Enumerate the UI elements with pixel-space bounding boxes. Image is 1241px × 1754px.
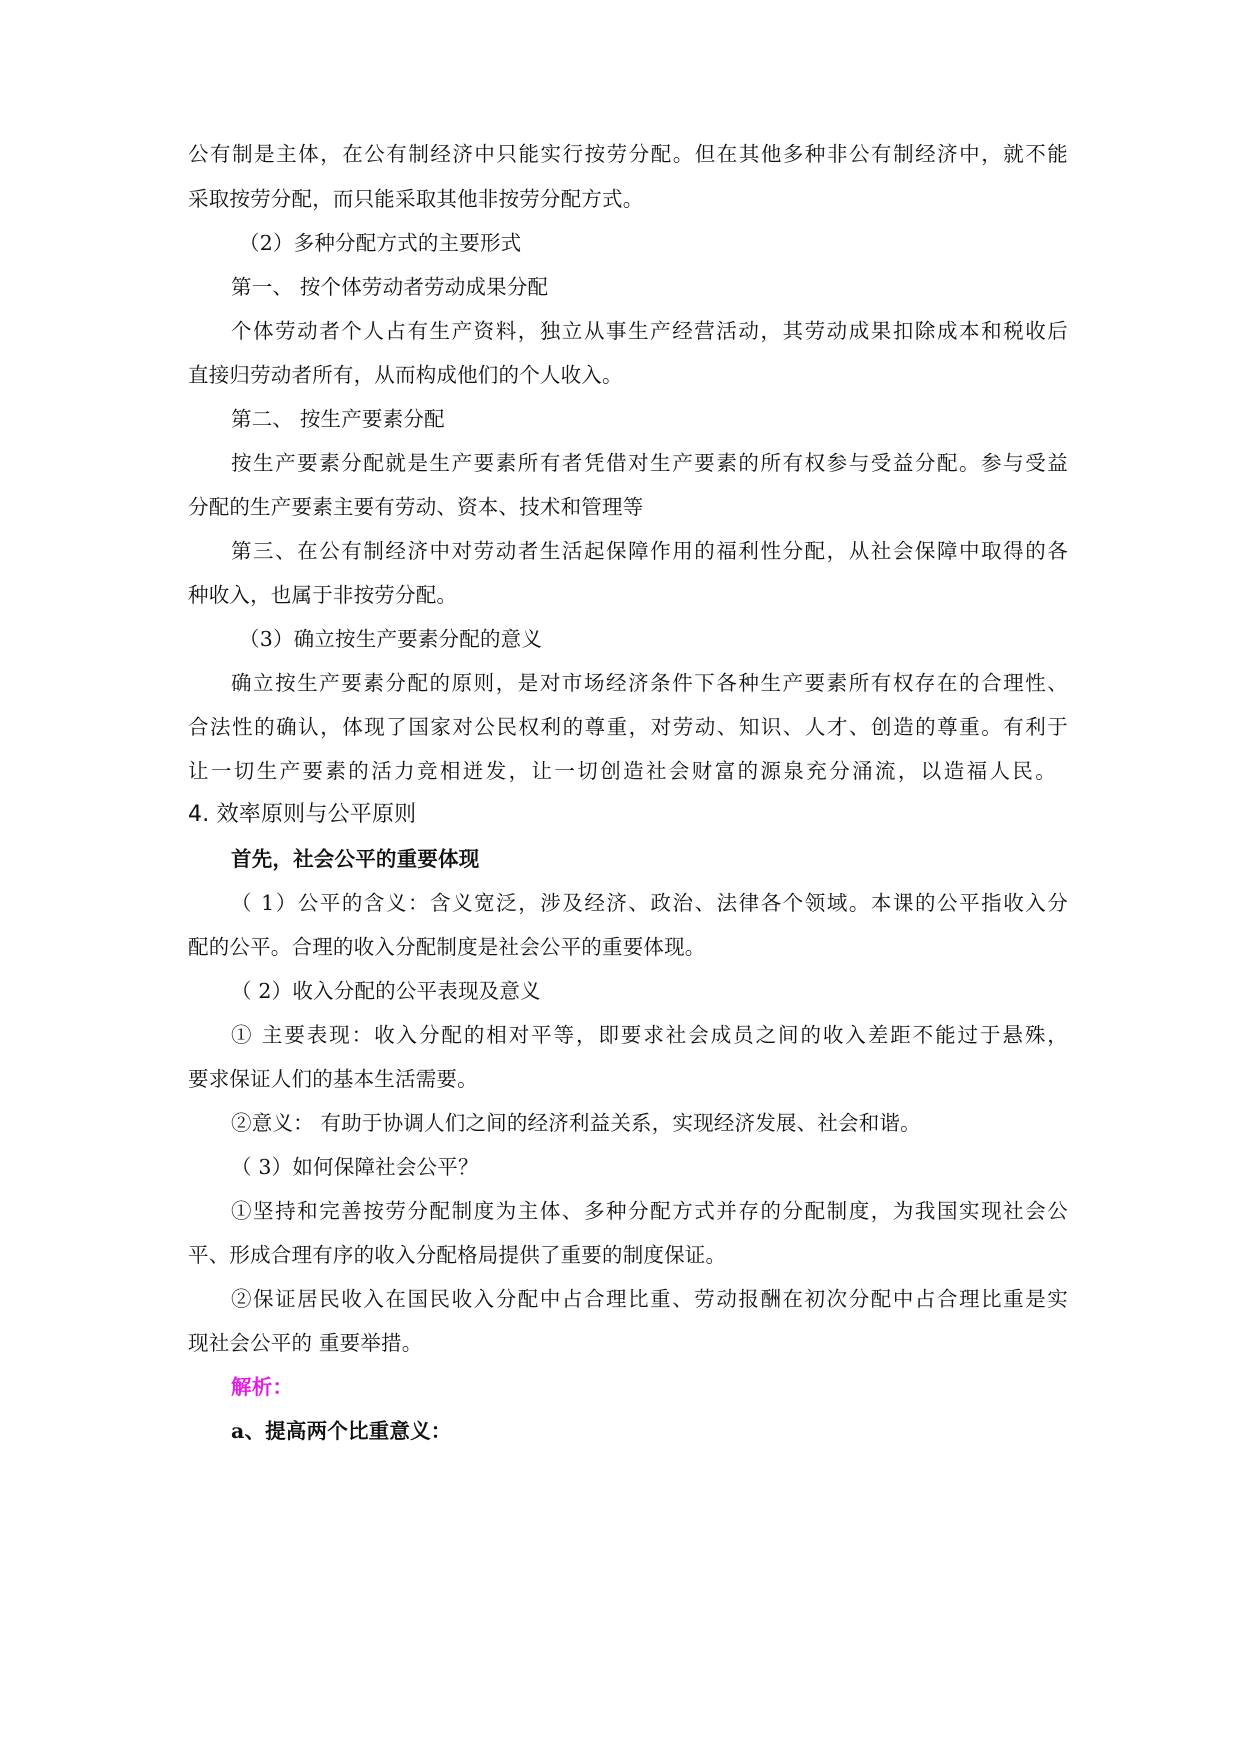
subheading: 第一、 按个体劳动者劳动成果分配	[231, 275, 549, 299]
paragraph-line: 确立按生产要素分配的原则，是对市场经济条件下各种生产要素所有权存在的合理性、	[231, 671, 1068, 695]
analysis-label: 解析：	[231, 1375, 294, 1399]
paragraph-line: 配的公平。合理的收入分配制度是社会公平的重要体现。	[188, 935, 706, 959]
paragraph-line: 分配的生产要素主要有劳动、资本、技术和管理等	[188, 495, 644, 519]
paragraph-line: ①坚持和完善按劳分配制度为主体、多种分配方式并存的分配制度，为我国实现社会公	[231, 1199, 1068, 1223]
paragraph-line: ②保证居民收入在国民收入分配中占合理比重、劳动报酬在初次分配中占合理比重是实	[231, 1287, 1068, 1311]
subheading: （ 2）收入分配的公平表现及意义	[231, 979, 541, 1003]
paragraph-line: 让一切生产要素的活力竞相迸发，让一切创造社会财富的源泉充分涌流，以造福人民。	[188, 759, 1056, 783]
paragraph-line: 平、形成合理有序的收入分配格局提供了重要的制度保证。	[188, 1243, 727, 1267]
paragraph-line: 合法性的确认，体现了国家对公民权利的尊重，对劳动、知识、人才、创造的尊重。有利于	[188, 715, 1068, 739]
subheading: 第二、 按生产要素分配	[231, 407, 445, 431]
paragraph-line: 种收入，也属于非按劳分配。	[188, 583, 458, 607]
paragraph-line: 采取按劳分配，而只能采取其他非按劳分配方式。	[188, 187, 644, 211]
paragraph-line: （ 1）公平的含义：含义宽泛，涉及经济、政治、法律各个领域。本课的公平指收入分	[231, 891, 1068, 915]
paragraph-line: 按生产要素分配就是生产要素所有者凭借对生产要素的所有权参与受益分配。参与受益	[231, 451, 1068, 475]
paragraph-line: ②意义： 有助于协调人们之间的经济利益关系，实现经济发展、社会和谐。	[231, 1111, 921, 1135]
paragraph-line: 现社会公平的 重要举措。	[188, 1331, 423, 1355]
subheading: （3）确立按生产要素分配的意义	[239, 627, 543, 651]
paragraph-line: 公有制是主体，在公有制经济中只能实行按劳分配。但在其他多种非公有制经济中，就不能	[188, 142, 1068, 166]
subheading: 首先，社会公平的重要体现	[231, 847, 480, 871]
paragraph-line: 要求保证人们的基本生活需要。	[188, 1067, 478, 1091]
subheading: a、提高两个比重意义：	[231, 1419, 452, 1443]
subheading: （2）多种分配方式的主要形式	[239, 231, 522, 255]
paragraph-line: 第三、在公有制经济中对劳动者生活起保障作用的福利性分配，从社会保障中取得的各	[231, 539, 1068, 563]
paragraph-line: ① 主要表现：收入分配的相对平等，即要求社会成员之间的收入差距不能过于悬殊，	[231, 1023, 1068, 1047]
section-heading: 4. 效率原则与公平原则	[188, 802, 417, 827]
paragraph-line: 直接归劳动者所有，从而构成他们的个人收入。	[188, 363, 623, 387]
subheading: （ 3）如何保障社会公平？	[231, 1155, 479, 1179]
paragraph-line: 个体劳动者个人占有生产资料，独立从事生产经营活动，其劳动成果扣除成本和税收后	[231, 319, 1068, 343]
